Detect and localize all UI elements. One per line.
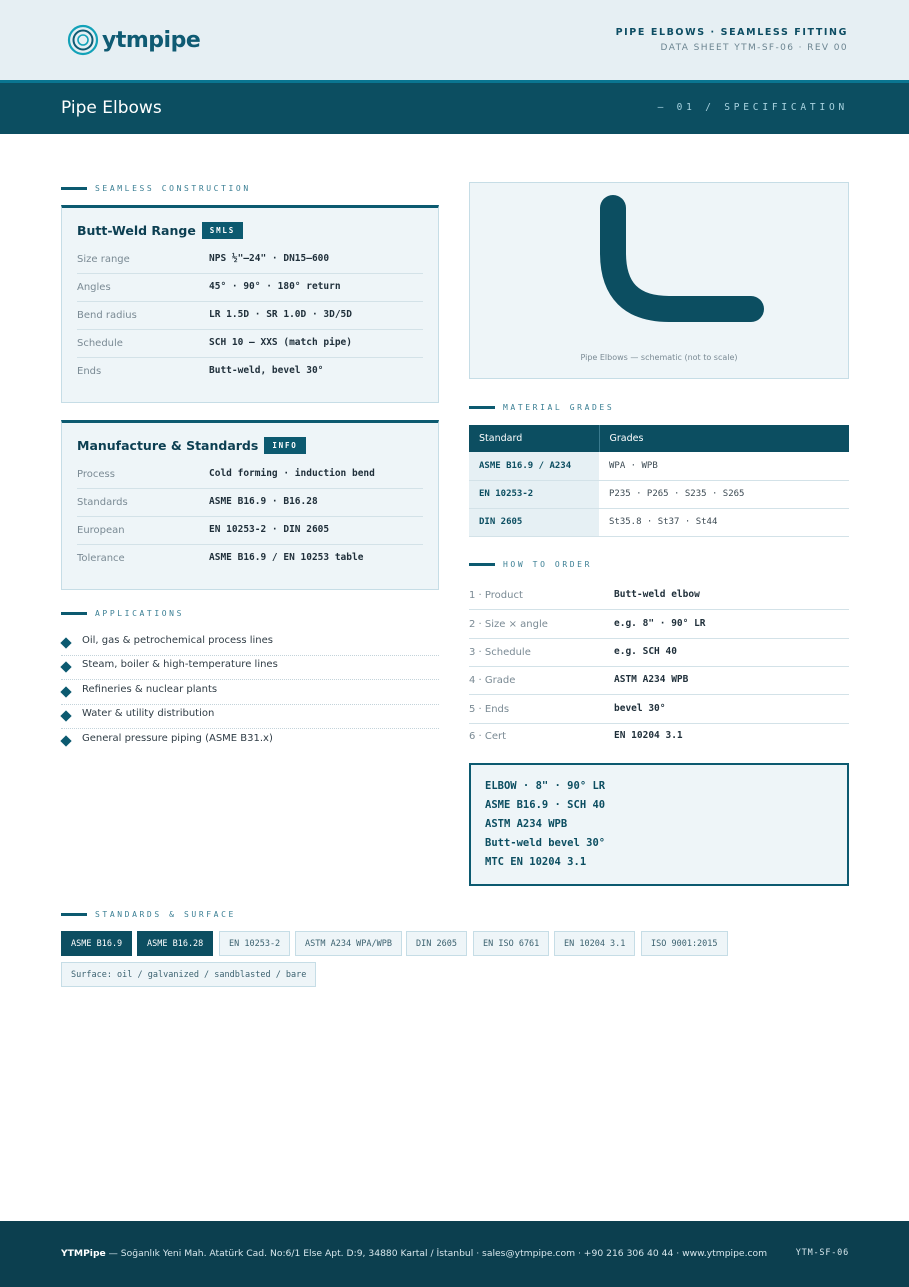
standard-chip: EN 10204 3.1 (554, 931, 635, 956)
spec-value: Butt-weld, bevel 30° (209, 365, 324, 376)
material-grades-table (469, 425, 849, 537)
order-row (469, 611, 849, 639)
spec-value: SCH 10 – XXS (match pipe) (209, 337, 352, 348)
elbow-schematic (469, 182, 849, 379)
card-title: Butt-Weld Range (77, 223, 196, 238)
standard-chip: DIN 2605 (406, 931, 467, 956)
order-step: 4 · Grade (469, 675, 516, 686)
diamond-bullet-icon (60, 637, 71, 648)
logo (66, 22, 200, 58)
section-label-material (469, 401, 614, 413)
table-header-row (469, 425, 849, 452)
diamond-bullet-icon (60, 686, 71, 697)
order-example-line: ASME B16.9 · SCH 40 (485, 799, 606, 811)
table-row (469, 480, 849, 508)
application-item (61, 632, 439, 656)
spec-value: ASME B16.9 / EN 10253 table (209, 552, 364, 563)
application-text: Steam, boiler & high-temperature lines (82, 659, 278, 670)
card-header (77, 437, 306, 454)
standard-chip: EN ISO 6761 (473, 931, 549, 956)
order-example-box (469, 763, 849, 886)
standard-chip: EN 10253-2 (219, 931, 290, 956)
order-row (469, 639, 849, 667)
grades-cell: St35.8 · St37 · St44 (599, 508, 849, 536)
spec-row (77, 461, 423, 489)
order-step: 1 · Product (469, 590, 523, 601)
spec-key: Bend radius (77, 310, 137, 321)
application-item (61, 705, 439, 729)
order-value: EN 10204 3.1 (614, 730, 683, 741)
label-text: APPLICATIONS (95, 608, 184, 618)
spec-value: EN 10253-2 · DIN 2605 (209, 524, 330, 535)
spec-row (77, 517, 423, 545)
order-example-line: ASTM A234 WPB (485, 818, 568, 830)
spec-key: Schedule (77, 338, 123, 349)
label-bar (61, 913, 87, 916)
spec-row (77, 330, 423, 358)
order-example-line: ELBOW · 8" · 90° LR (485, 780, 606, 792)
order-value: e.g. 8" · 90° LR (614, 618, 706, 629)
application-item (61, 730, 439, 754)
diamond-bullet-icon (60, 735, 71, 746)
standard-chip: ASTM A234 WPA/WPB (295, 931, 402, 956)
label-text: HOW TO ORDER (503, 559, 592, 569)
spec-row (77, 358, 423, 386)
order-row (469, 696, 849, 724)
footer-code: YTM-SF-06 (795, 1248, 849, 1258)
grades-cell: WPA · WPB (599, 452, 849, 480)
standard-chip: ASME B16.9 (61, 931, 132, 956)
order-value: Butt-weld elbow (614, 589, 700, 600)
sheet-title: PIPE ELBOWS · SEAMLESS FITTING (615, 27, 848, 38)
application-text: General pressure piping (ASME B31.x) (82, 733, 273, 744)
tag-badge: SMLS (202, 222, 243, 239)
logo-text: ytmpipe (102, 27, 201, 53)
order-value: bevel 30° (614, 703, 666, 714)
footer-address: — Soğanlık Yeni Mah. Atatürk Cad. No:6/1 Else Apt. D:9, 34880 Kartal / İstanbul · sales@ytmpipe.com · +90 216 306 40 44 · www.ytmpipe.com (105, 1248, 768, 1259)
section-label-seamless (61, 182, 251, 194)
spec-key: Angles (77, 282, 111, 293)
diamond-bullet-icon (60, 661, 71, 672)
application-text: Oil, gas & petrochemical process lines (82, 635, 274, 646)
standard-cell: DIN 2605 (469, 508, 599, 536)
spec-key: Tolerance (77, 553, 125, 564)
card-header (77, 222, 243, 239)
spec-row (77, 274, 423, 302)
section-label-applications (61, 607, 184, 619)
sheet-subtitle: DATA SHEET YTM-SF-06 · REV 00 (660, 43, 848, 53)
standard-cell: EN 10253-2 (469, 480, 599, 508)
manufacture-card (61, 420, 439, 590)
card-title: Manufacture & Standards (77, 438, 259, 453)
grades-cell: P235 · P265 · S235 · S265 (599, 480, 849, 508)
standard-chip: ISO 9001:2015 (641, 931, 728, 956)
spec-row (77, 489, 423, 517)
spec-key: Process (77, 469, 115, 480)
label-bar (61, 187, 87, 190)
standard-chip: ASME B16.28 (137, 931, 213, 956)
diamond-bullet-icon (60, 710, 71, 721)
page-title: Pipe Elbows (61, 98, 162, 118)
order-value: ASTM A234 WPB (614, 674, 689, 685)
order-example-line: MTC EN 10204 3.1 (485, 856, 587, 868)
order-example-line: Butt-weld bevel 30° (485, 837, 606, 849)
order-step: 2 · Size × angle (469, 619, 548, 630)
footer-brand: YTMPipe (61, 1248, 106, 1259)
column-header-standard: Standard (469, 425, 599, 452)
tag-badge: INFO (264, 437, 305, 454)
standard-cell: ASME B16.9 / A234 (469, 452, 599, 480)
spec-row (77, 246, 423, 274)
label-bar (61, 612, 87, 615)
order-row (469, 723, 849, 751)
spec-value: 45° · 90° · 180° return (209, 281, 341, 292)
spec-value: NPS ½"–24" · DN15–600 (209, 253, 330, 264)
label-bar (469, 406, 495, 409)
order-value: e.g. SCH 40 (614, 646, 677, 657)
table-row (469, 452, 849, 480)
spec-key: Standards (77, 497, 128, 508)
order-row (469, 582, 849, 610)
section-code: — 01 / SPECIFICATION (657, 102, 848, 113)
label-bar (469, 563, 495, 566)
application-item (61, 656, 439, 680)
spec-key: Size range (77, 254, 130, 265)
application-text: Water & utility distribution (82, 708, 215, 719)
order-step: 3 · Schedule (469, 647, 531, 658)
butt-weld-card (61, 205, 439, 403)
spec-key: European (77, 525, 125, 536)
label-text: SEAMLESS CONSTRUCTION (95, 183, 251, 193)
spec-key: Ends (77, 366, 102, 377)
application-item (61, 681, 439, 705)
application-text: Refineries & nuclear plants (82, 684, 218, 695)
spec-row (77, 545, 423, 573)
schematic-caption: Pipe Elbows — schematic (not to scale) (580, 353, 738, 362)
section-label-standards (61, 908, 236, 920)
label-text: MATERIAL GRADES (503, 402, 615, 412)
order-step: 6 · Cert (469, 731, 507, 742)
spec-value: LR 1.5D · SR 1.0D · 3D/5D (209, 309, 352, 320)
surface-chip: Surface: oil / galvanized / sandblasted / bare (61, 962, 316, 987)
elbow-shape-icon (470, 183, 850, 380)
section-label-order (469, 558, 592, 570)
spec-value: ASME B16.9 · B16.28 (209, 496, 318, 507)
order-row (469, 667, 849, 695)
spec-row (77, 302, 423, 330)
logo-mark-icon (66, 23, 100, 57)
order-step: 5 · Ends (469, 704, 510, 715)
label-text: STANDARDS & SURFACE (95, 909, 236, 919)
footer-contact (61, 1248, 767, 1259)
table-row (469, 508, 849, 536)
column-header-grades: Grades (599, 425, 849, 452)
spec-value: Cold forming · induction bend (209, 468, 375, 479)
